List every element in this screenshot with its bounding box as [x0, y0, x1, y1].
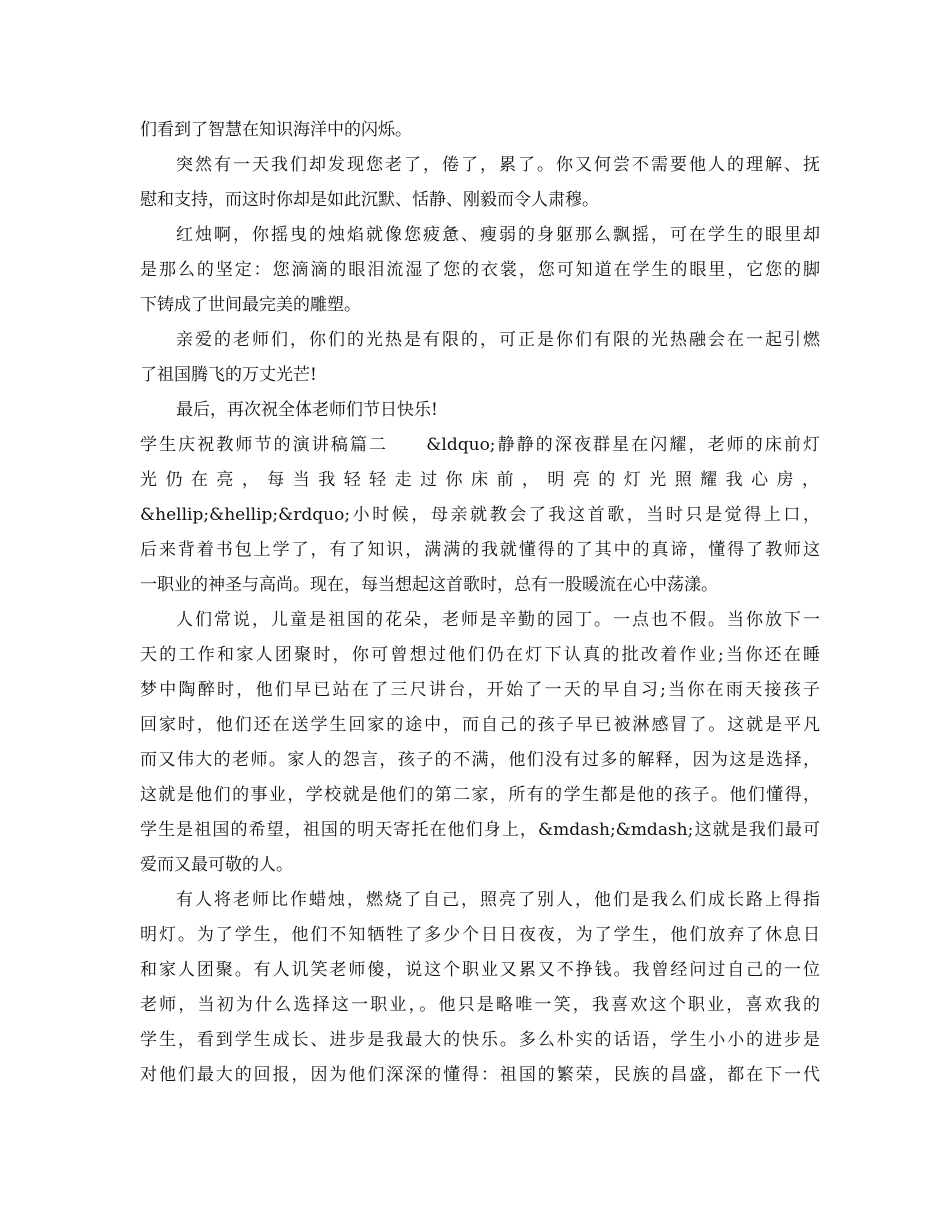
text-line: 回家时，他们还在送学生回家的途中，而自己的孩子早已被淋感冒了。这就是平凡 [140, 715, 820, 735]
text-line: 人们常说，儿童是祖国的花朵，老师是辛勤的园丁。一点也不假。当你放下一 [176, 610, 820, 630]
text-line: 亲爱的老师们，你们的光热是有限的，可正是你们有限的光热融会在一起引燃 [176, 330, 820, 350]
text-line: 下铸成了世间最完美的雕塑。 [140, 295, 361, 315]
text-line: 慰和支持，而这时你却是如此沉默、恬静、刚毅而令人肃穆。 [140, 190, 599, 210]
text-line: 天的工作和家人团聚时，你可曾想过他们仍在灯下认真的批改着作业;当你还在睡 [140, 645, 820, 665]
text-line: 而又伟大的老师。家人的怨言，孩子的不满，他们没有过多的解释，因为这是选择， [140, 750, 820, 770]
text-line: 学生是祖国的希望，祖国的明天寄托在他们身上，&mdash;&mdash;这就是我们最可 [140, 820, 820, 840]
text-line: 梦中陶醉时，他们早已站在了三尺讲台，开始了一天的早自习;当你在雨天接孩子 [140, 680, 820, 700]
text-line: 是那么的坚定：您滴滴的眼泪流湿了您的衣裳，您可知道在学生的眼里，它您的脚 [140, 260, 820, 280]
text-line: 老师，当初为什么选择这一职业，。他只是略唯一笑，我喜欢这个职业，喜欢我的 [140, 995, 820, 1015]
text-line: 一职业的神圣与高尚。现在，每当想起这首歌时，总有一股暖流在心中荡漾。 [140, 575, 718, 595]
text-line: 突然有一天我们却发现您老了，倦了，累了。你又何尝不需要他人的理解、抚 [176, 155, 820, 175]
text-line: 光 仍 在 亮 ， 每 当 我 轻 轻 走 过 你 床 前 ， 明 亮 的 灯 光 照 耀 我 心 房 ， [140, 470, 820, 490]
section-heading-line: 学生庆祝教师节的演讲稿篇二 &ldquo;静静的深夜群星在闪耀，老师的床前灯 [140, 435, 820, 455]
text-line: 红烛啊，你摇曳的烛焰就像您疲惫、瘦弱的身躯那么飘摇，可在学生的眼里却 [176, 225, 820, 245]
text-line: 最后，再次祝全体老师们节日快乐! [176, 400, 438, 420]
text-line: 明灯。为了学生，他们不知牺牲了多少个日日夜夜，为了学生，他们放弃了休息日 [140, 925, 820, 945]
text-line: 这就是他们的事业，学校就是他们的第二家，所有的学生都是他的孩子。他们懂得， [140, 785, 820, 805]
text-line: &hellip;&hellip;&rdquo;小时候，母亲就教会了我这首歌，当时只是觉得上口， [140, 505, 820, 525]
text-line: 爱而又最可敬的人。 [140, 855, 293, 875]
text-line: 学生，看到学生成长、进步是我最大的快乐。多么朴实的话语，学生小小的进步是 [140, 1030, 820, 1050]
text-line: 和家人团聚。有人讥笑老师傻，说这个职业又累又不挣钱。我曾经问过自己的一位 [140, 960, 820, 980]
text-line: 对他们最大的回报，因为他们深深的懂得：祖国的繁荣，民族的昌盛，都在下一代 [140, 1065, 820, 1085]
text-line: 们看到了智慧在知识海洋中的闪烁。 [140, 120, 412, 140]
text-line: 有人将老师比作蜡烛，燃烧了自己，照亮了别人，他们是我么们成长路上得指 [176, 890, 820, 910]
text-line: 了祖国腾飞的万丈光芒! [140, 365, 317, 385]
text-line: 后来背着书包上学了，有了知识，满满的我就懂得的了其中的真谛，懂得了教师这 [140, 540, 820, 560]
